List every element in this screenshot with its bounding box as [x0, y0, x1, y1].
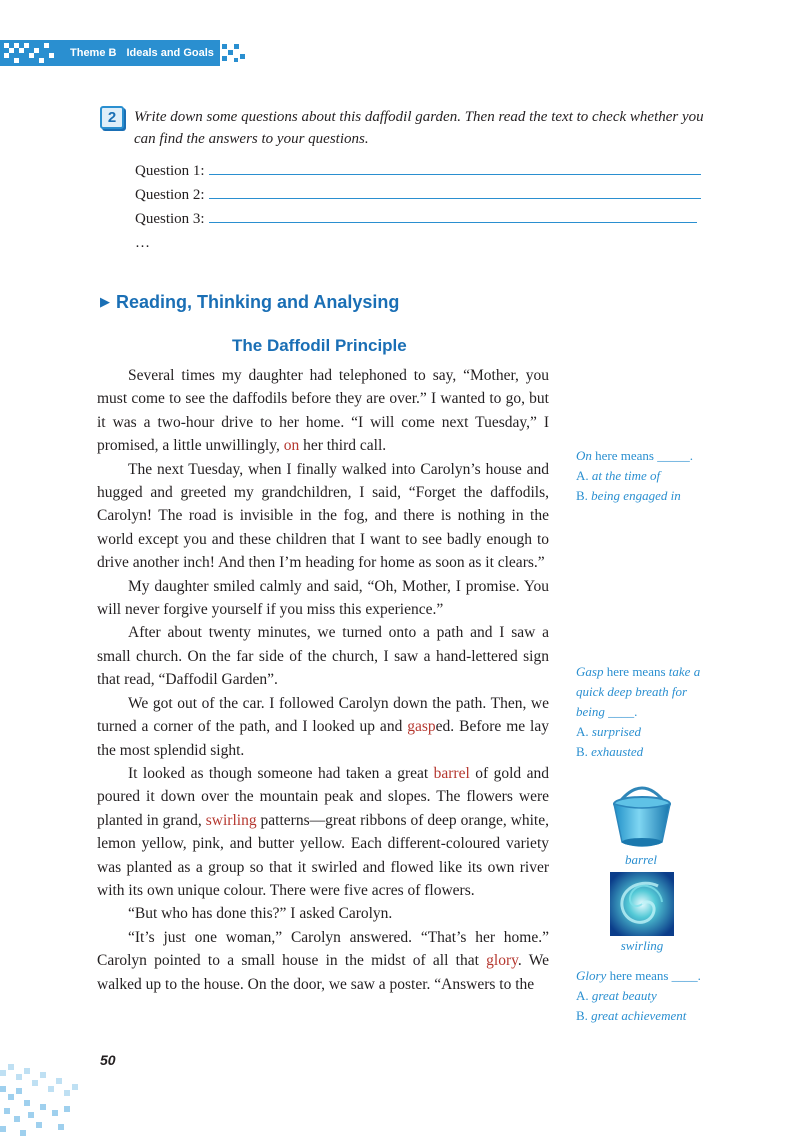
triangle-icon: ▶ [100, 294, 110, 309]
theme-title: Ideals and Goals [126, 47, 214, 59]
paragraph: After about twenty minutes, we turned onto a path and I saw a small church. On the far side of the church, I saw a hand-lettered sign that read, “Daffodil Garden”. [97, 624, 549, 689]
barrel-image [602, 778, 682, 850]
question-2-blank[interactable] [209, 182, 701, 199]
highlight-swirling: swirling [205, 811, 257, 829]
paragraph: “But who has done this?” I asked Carolyn. [128, 905, 393, 923]
question-3-line [135, 206, 697, 230]
question-2-line [135, 182, 701, 206]
article-title: The Daffodil Principle [232, 336, 407, 355]
page-number: 50 [100, 1052, 116, 1068]
question-1-label: Question 1: [135, 163, 205, 179]
swirling-caption: swirling [620, 938, 664, 953]
footer-pixel-pattern [0, 1060, 100, 1138]
highlight-on: on [283, 437, 300, 455]
barrel-caption: barrel [624, 852, 658, 867]
paragraph: “It’s just one woman,” Carolyn answered. “That’s her home.” Carolyn pointed to a small house in the midst of all that glory. We walked up to the house. On the door, we saw a poster. “Answers to the [97, 928, 549, 993]
paragraph: The next Tuesday, when I finally walked into Carolyn’s house and hugged and greeted my grandchildren, I said, “Forget the daffodils, Carolyn! The road is invisible in the fog, and there is nothing in the world except you and these children that I want to see badly enough to drive another inch! And then I’m heading for home as soon as it clears.” [97, 460, 549, 572]
paragraph: We got out of the car. I followed Carolyn down the path. Then, we turned a corner of the path, and I looked up and gasped. Before me lay the most splendid sight. [97, 694, 549, 759]
highlight-barrel: barrel [433, 764, 470, 782]
article-body [97, 364, 549, 996]
paragraph: My daughter smiled calmly and said, “Oh, Mother, I promise. You will never forgive yourself if you miss this experience.” [97, 577, 549, 619]
task-number-badge: 2 [100, 106, 124, 129]
question-1-blank[interactable] [209, 158, 701, 175]
note-gasp: Gasp here means take a quick deep breath for being ____. A. surprised B. exhausted [576, 664, 701, 759]
section-heading-text: Reading, Thinking and Analysing [116, 292, 400, 312]
question-3-label: Question 3: [135, 211, 205, 227]
paragraph: Several times my daughter had telephoned to say, “Mother, you must come to see the daffodils before they are over.” I wanted to go, but it was a two-hour drive to her home. “I will come next Tuesday,” I promised, a little unwillingly, on her third call. [97, 367, 549, 455]
paragraph: It looked as though someone had taken a great barrel of gold and poured it down over the mountain peak and slopes. The flowers were planted in grand, swirling patterns—great ribbons of deep orange, white, lemon yellow, pink, and butter yellow. Each different-coloured variety was planted as a group so that it swirled and flowed like its own river with its own unique colour. There were five acres of flowers. [97, 764, 549, 899]
section-heading [100, 292, 399, 313]
highlight-glory: glory [486, 952, 518, 970]
task-instruction: Write down some questions about this daffodil garden. Then read the text to check whether you can find the answers to your questions. [134, 109, 704, 147]
theme-code: Theme B [70, 47, 117, 59]
question-3-blank[interactable] [209, 206, 697, 223]
theme-label [64, 44, 230, 62]
question-2-label: Question 2: [135, 187, 205, 203]
swirling-image [610, 872, 674, 936]
highlight-gasp: gasp [407, 718, 436, 736]
question-ellipsis: … [135, 235, 150, 251]
note-on: On here means _____. A. at the time of B. being engaged in [576, 448, 693, 503]
note-glory: Glory here means ____. A. great beauty B. great achievement [576, 968, 701, 1023]
question-1-line [135, 158, 701, 182]
